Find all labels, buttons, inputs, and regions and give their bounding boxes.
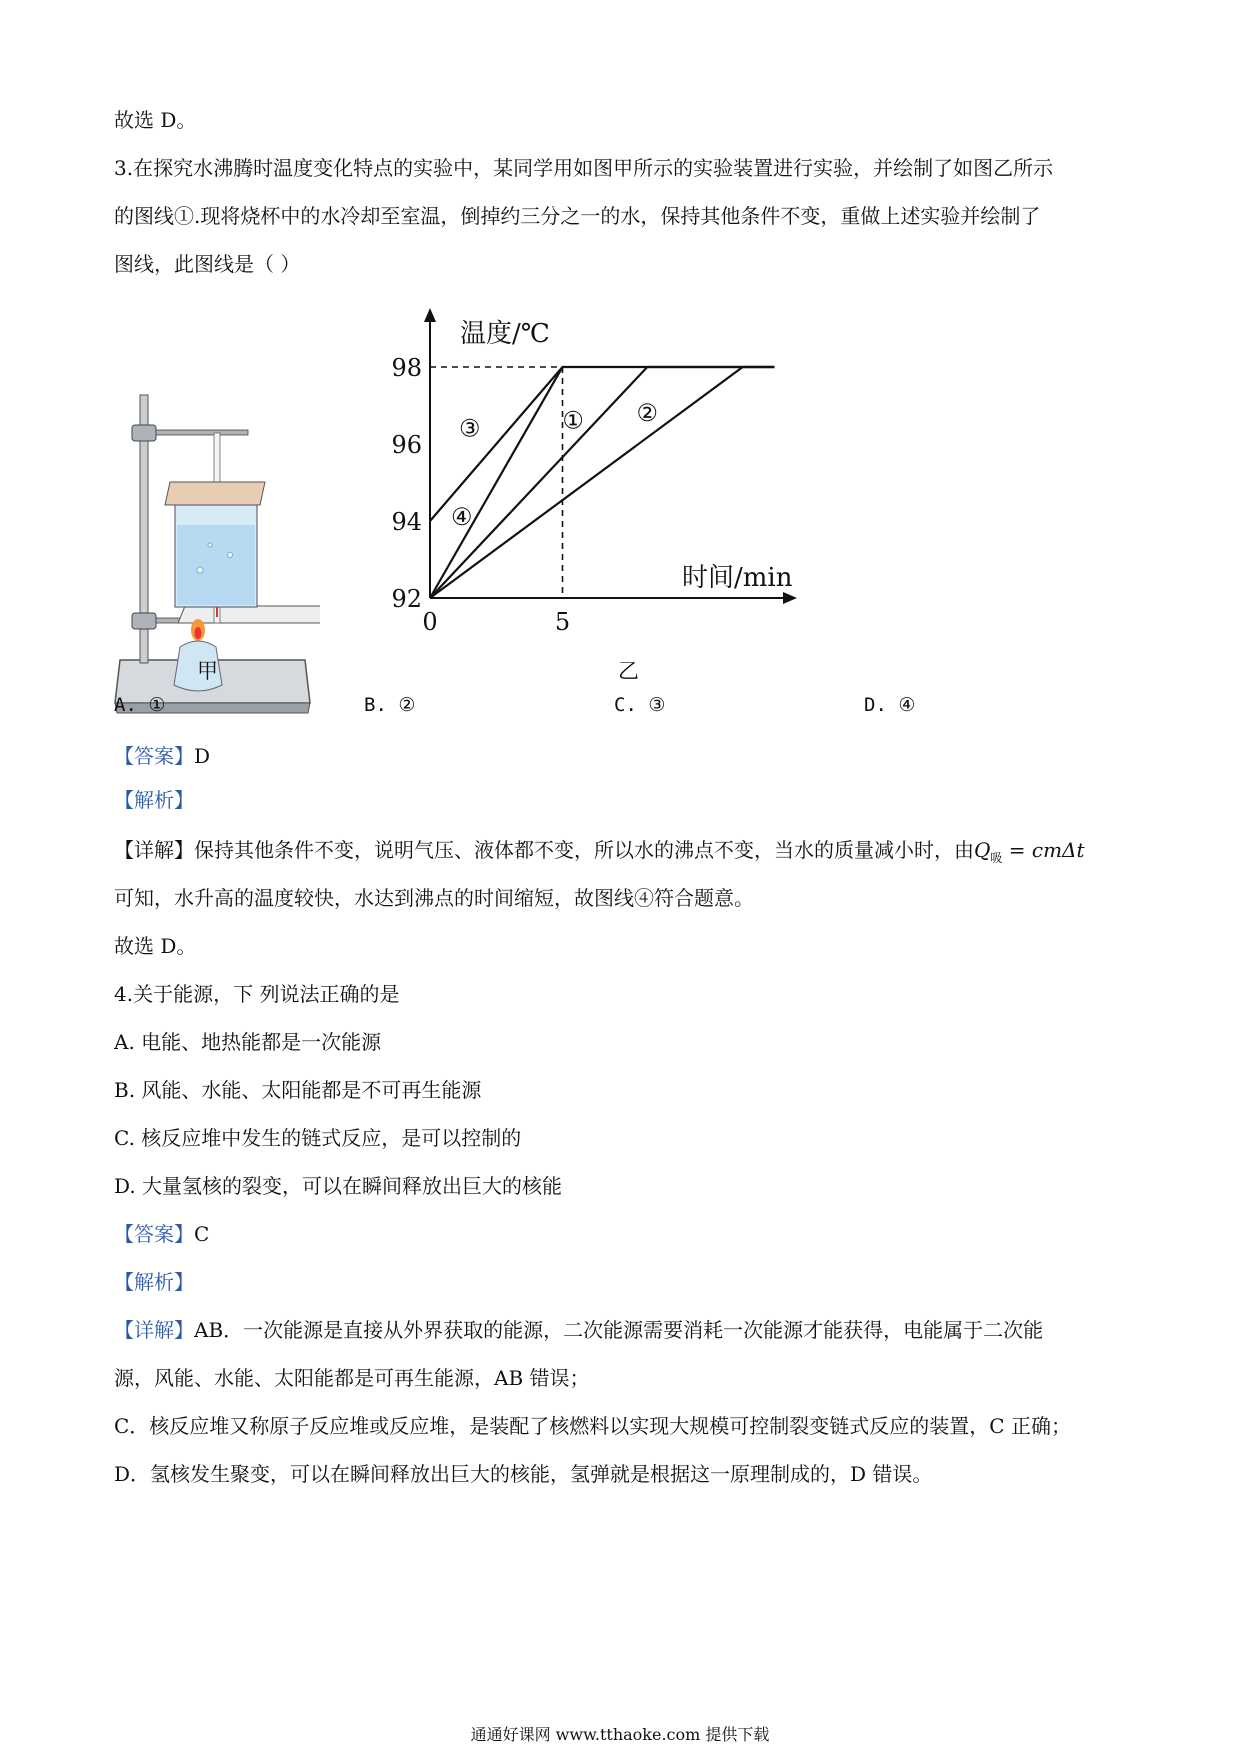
detail-tag: 【详解】 xyxy=(114,838,194,862)
x-axis-label: 时间/min xyxy=(682,563,793,593)
detail-3-line-1 xyxy=(114,836,1085,872)
cover-card xyxy=(165,482,265,505)
x-axis-arrow xyxy=(783,592,797,604)
question-4: 4.关于能源，下 列说法正确的是 xyxy=(114,982,400,1006)
y-tick-label: 98 xyxy=(391,354,422,382)
formula-sub: 吸 xyxy=(990,851,1003,865)
detail-3-line-2: 可知，水升高的温度较快，水达到沸点的时间缩短，故图线④符合题意。 xyxy=(114,886,754,910)
question-4-option-d[interactable]: D. 大量氢核的裂变，可以在瞬间释放出巨大的核能 xyxy=(114,1174,563,1198)
series-label-4: ④ xyxy=(451,502,473,531)
option-d[interactable]: D. ④ xyxy=(864,694,916,716)
text-line: 故选 D。 xyxy=(114,934,197,958)
temperature-time-chart xyxy=(380,300,840,660)
question-3-line-3: 图线，此图线是（ ） xyxy=(114,252,301,276)
series-line-3 xyxy=(430,367,775,521)
question-3-line-1: 3.在探究水沸腾时温度变化特点的实验中，某同学用如图甲所示的实验装置进行实验，并绘制了如图乙所示 xyxy=(114,156,1054,180)
y-tick-label: 96 xyxy=(391,431,422,459)
y-tick-label: 92 xyxy=(391,585,422,613)
formula-rest: = cmΔt xyxy=(1002,838,1085,862)
x-tick-label: 5 xyxy=(554,608,571,636)
answer-value: C xyxy=(194,1222,210,1246)
y-axis-arrow xyxy=(424,308,436,322)
page-footer: 通通好课网 www.tthaoke.com 提供下载 xyxy=(470,1725,770,1744)
detail-4-line-3: C．核反应堆又称原子反应堆或反应堆，是装配了核燃料以实现大规模可控制裂变链式反应的装置，C 正确； xyxy=(114,1414,1071,1438)
formula-q: Q xyxy=(974,838,991,862)
answer-tag: 【答案】 xyxy=(114,1222,194,1246)
question-4-option-b[interactable]: B. 风能、水能、太阳能都是不可再生能源 xyxy=(114,1078,482,1102)
x-tick-label: 0 xyxy=(422,608,438,636)
option-b[interactable]: B. ② xyxy=(364,694,416,716)
answer-value: D xyxy=(194,744,211,768)
series-line-4 xyxy=(430,367,563,598)
figure-caption-left: 甲 xyxy=(197,659,218,683)
y-axis-label: 温度/℃ xyxy=(460,319,550,349)
detail-4-line-4: D．氢核发生聚变，可以在瞬间释放出巨大的核能，氢弹就是根据这一原理制成的，D 错误。 xyxy=(114,1462,933,1486)
figure-caption-right: 乙 xyxy=(618,659,639,683)
series-label-3: ② xyxy=(636,398,659,427)
answer-4 xyxy=(114,1220,209,1248)
option-c[interactable]: C. ③ xyxy=(614,694,666,716)
question-4-option-c[interactable]: C. 核反应堆中发生的链式反应，是可以控制的 xyxy=(114,1126,522,1150)
option-a[interactable]: A. ① xyxy=(114,694,166,716)
detail-text: 保持其他条件不变，说明气压、液体都不变，所以水的沸点不变，当水的质量减小时，由 xyxy=(194,838,974,862)
detail-tag: 【详解】 xyxy=(114,1318,194,1342)
y-tick-label: 94 xyxy=(391,508,422,536)
analysis-tag-3: 【解析】 xyxy=(114,788,194,812)
text-line: 故选 D。 xyxy=(114,108,197,132)
detail-4-line-2: 源，风能、水能、太阳能都是可再生能源，AB 错误； xyxy=(114,1366,590,1390)
series-label-1: ③ xyxy=(458,414,481,443)
answer-tag: 【答案】 xyxy=(114,744,194,768)
answer-3 xyxy=(114,742,210,770)
series-label-2: ① xyxy=(562,406,584,435)
detail-4-line-1 xyxy=(114,1316,1043,1344)
detail-text: AB．一次能源是直接从外界获取的能源，二次能源需要消耗一次能源才能获得，电能属于二次能 xyxy=(194,1318,1044,1342)
analysis-tag-4: 【解析】 xyxy=(114,1270,194,1294)
question-4-option-a[interactable]: A. 电能、地热能都是一次能源 xyxy=(114,1030,382,1054)
question-3-line-2: 的图线①.现将烧杯中的水冷却至室温，倒掉约三分之一的水，保持其他条件不变，重做上述实验并绘制了 xyxy=(114,204,1041,228)
